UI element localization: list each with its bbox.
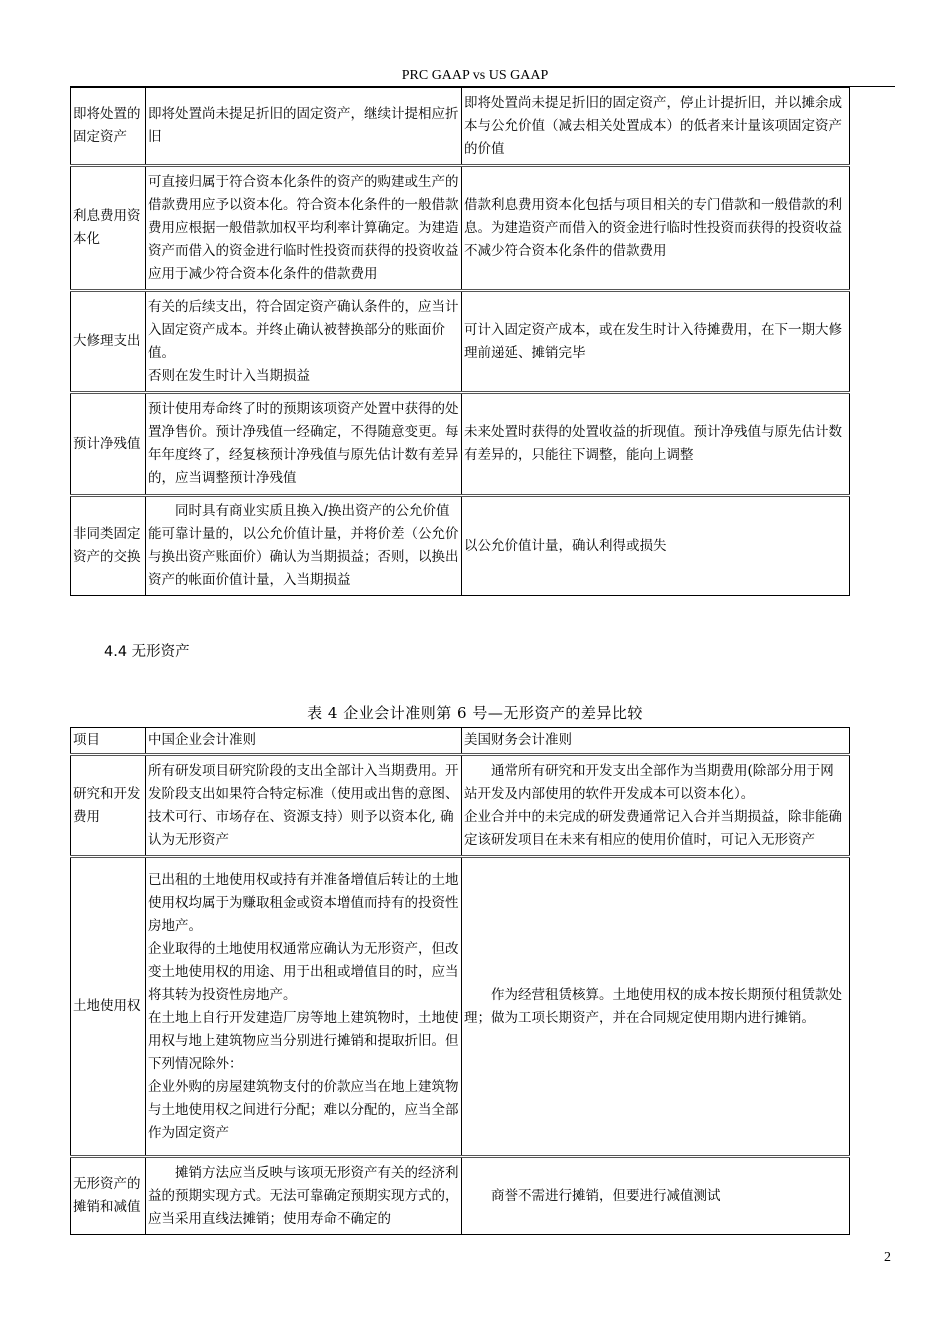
table-row (71, 393, 850, 496)
row-item-cell: 非同类固定资产的交换 (71, 496, 146, 596)
header-prc-cell: 中国企业会计准则 (146, 728, 462, 755)
fixed-assets-comparison-table (70, 87, 850, 596)
prc-text: 企业外购的房屋建筑物支付的价款应当在地上建筑物与土地使用权之间进行分配；难以分配的，应当全部作为固定资产 (148, 1078, 459, 1141)
intangible-assets-comparison-table (70, 727, 850, 1235)
prc-cell (146, 755, 462, 857)
us-cell (462, 393, 850, 496)
prc-text: 同时具有商业实质且换入/换出资产的公允价值能可靠计量的，以公允价值计量，并将价差（公允价与换出资产账面价）确认为当期损益；否则，以换出资产的帐面价值计量，入当期损益 (148, 503, 459, 588)
prc-text: 已出租的土地使用权或持有并准备增值后转让的土地使用权均属于为赚取租金或资本增值而持有的投资性房地产。 (148, 871, 459, 934)
table-row (71, 857, 850, 1157)
prc-cell (146, 1157, 462, 1235)
table-row (71, 291, 850, 393)
prc-text: 所有研发项目研究阶段的支出全部计入当期费用。开发阶段支出如果符合特定标准（使用或出售的意图、技术可行、市场存在、资源支持）则予以资本化, 确认为无形资产 (148, 762, 459, 848)
header-item-cell: 项目 (71, 728, 146, 755)
header-us-cell: 美国财务会计准则 (462, 728, 850, 755)
prc-text: 预计使用寿命终了时的预期该项资产处置中获得的处置净售价。预计净残值一经确定，不得随意变更。每年年度终了，经复核预计净残值与原先估计数有差异的，应当调整预计净残值 (148, 401, 459, 486)
us-cell (462, 857, 850, 1157)
prc-cell (146, 857, 462, 1157)
prc-cell (146, 496, 462, 596)
table-row (71, 1157, 850, 1235)
prc-text: 即将处置尚未提足折旧的固定资产，继续计提相应折旧 (148, 106, 459, 145)
table-row (71, 88, 850, 166)
us-cell (462, 88, 850, 166)
row-item-cell: 研究和开发费用 (71, 755, 146, 857)
prc-text: 可直接归属于符合资本化条件的资产的购建或生产的借款费用应予以资本化。符合资本化条件的一般借款费用应根据一般借款加权平均利率计算确定。为建造资产而借入的资金进行临时性投资而获得的投资收益应用于减少符合资本化条件的借款费用 (148, 173, 459, 282)
us-text: 未来处置时获得的处置收益的折现值。预计净残值与原先估计数有差异的，只能往下调整，能向上调整 (464, 424, 842, 463)
row-item-cell: 无形资产的摊销和减值 (71, 1157, 146, 1235)
us-cell (462, 496, 850, 596)
us-text: 企业合并中的未完成的研发费通常记入合并当期损益，除非能确定该研发项目在未来有相应的使用价值时，可记入无形资产 (464, 808, 842, 848)
row-item-cell: 利息费用资本化 (71, 166, 146, 291)
page-header-title: PRC GAAP vs US GAAP (401, 68, 549, 83)
row-item-cell: 大修理支出 (71, 291, 146, 393)
row-item-cell: 即将处置的固定资产 (71, 88, 146, 166)
prc-text: 有关的后续支出，符合固定资产确认条件的，应当计入固定资产成本。并终止确认被替换部分的账面价值。 (148, 298, 459, 361)
us-text: 商誉不需进行摊销，但要进行减值测试 (491, 1187, 721, 1204)
table-header-row (71, 728, 850, 755)
us-cell (462, 166, 850, 291)
us-cell (462, 1157, 850, 1235)
us-text: 即将处置尚未提足折旧的固定资产，停止计提折旧，并以摊余成本与公允价值（减去相关处置成本）的低者来计量该项固定资产的价值 (464, 94, 842, 157)
us-text: 作为经营租赁核算。土地使用权的成本按长期预付租赁款处理；做为工项长期资产，并在合同规定使用期内进行摊销。 (464, 986, 842, 1026)
table-caption: 表 4 企业会计准则第 6 号—无形资产的差异比较 (307, 704, 643, 722)
us-text: 借款利息费用资本化包括与项目相关的专门借款和一般借款的利息。为建造资产而借入的资金进行临时性投资而获得的投资收益不减少符合资本化条件的借款费用 (464, 196, 842, 259)
us-cell (462, 755, 850, 857)
prc-cell (146, 88, 462, 166)
table-row (71, 166, 850, 291)
prc-cell (146, 393, 462, 496)
table-row (71, 496, 850, 596)
row-item-cell: 预计净残值 (71, 393, 146, 496)
prc-text: 摊销方法应当反映与该项无形资产有关的经济利益的预期实现方式。无法可靠确定预期实现方式的，应当采用直线法摊销；使用寿命不确定的 (148, 1164, 459, 1227)
table-row (71, 755, 850, 857)
us-text: 可计入固定资产成本，或在发生时计入待摊费用，在下一期大修理前递延、摊销完毕 (464, 321, 842, 361)
us-cell (462, 291, 850, 393)
prc-cell (146, 166, 462, 291)
us-text: 通常所有研究和开发支出全部作为当期费用(除部分用于网站开发及内部使用的软件开发成本可以资本化）。 (464, 762, 834, 802)
prc-text: 企业取得的土地使用权通常应确认为无形资产，但改变土地使用权的用途、用于出租或增值目的时，应当将其转为投资性房地产。 (148, 940, 459, 1003)
prc-cell (146, 291, 462, 393)
section-heading: 4.4 无形资产 (104, 644, 190, 660)
page-number: 2 (884, 1250, 891, 1265)
prc-text: 否则在发生时计入当期损益 (148, 367, 310, 384)
row-item-cell: 土地使用权 (71, 857, 146, 1157)
us-text: 以公允价值计量，确认利得或损失 (464, 537, 667, 554)
prc-text: 在土地上自行开发建造厂房等地上建筑物时，土地使用权与地上建筑物应当分别进行摊销和提取折旧。但下列情况除外： (148, 1009, 459, 1072)
